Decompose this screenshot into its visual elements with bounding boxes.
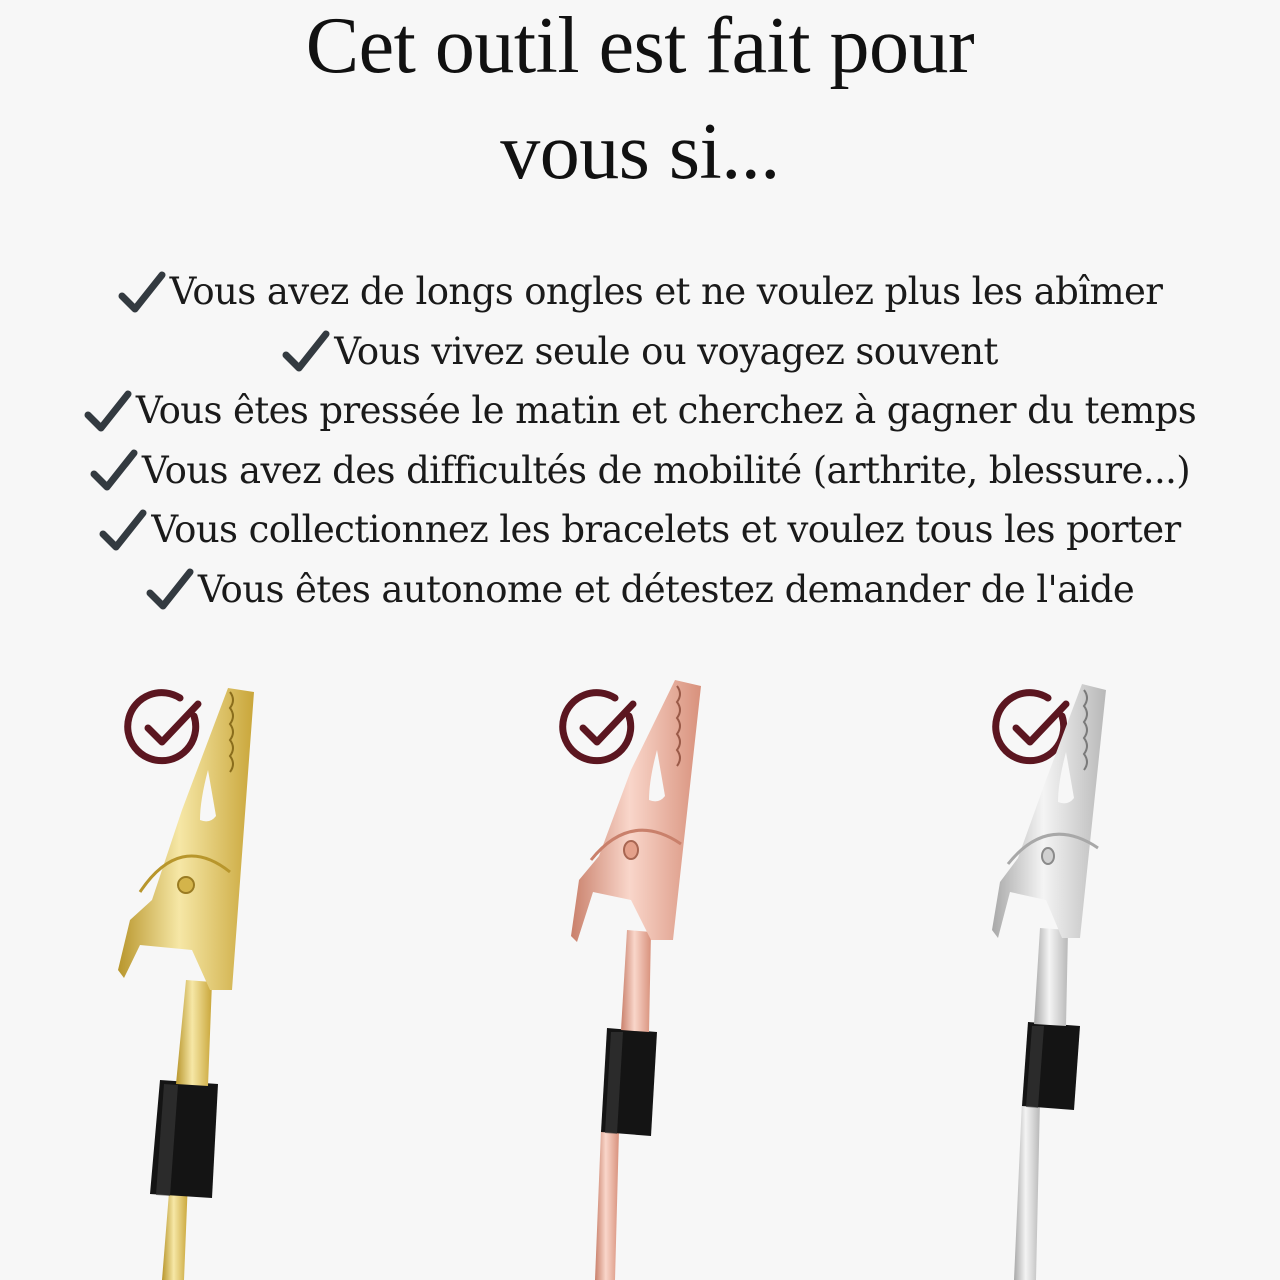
checklist-item bbox=[0, 560, 1280, 620]
title-line-2: vous si... bbox=[500, 108, 780, 196]
checklist-item bbox=[0, 322, 1280, 382]
silver-clip-image bbox=[968, 660, 1268, 1280]
check-icon bbox=[84, 389, 132, 433]
checklist-item-text: Vous êtes pressée le matin et cherchez à gagner du temps bbox=[135, 389, 1197, 433]
checklist-item-text: Vous avez des difficultés de mobilité (arthrite, blessure...) bbox=[141, 448, 1191, 492]
check-icon bbox=[90, 448, 138, 492]
check-icon bbox=[146, 567, 194, 611]
check-icon bbox=[99, 508, 147, 552]
checklist-item-text: Vous avez de longs ongles et ne voulez plus les abîmer bbox=[169, 270, 1163, 314]
rose-gold-clip-image bbox=[535, 660, 865, 1280]
check-icon bbox=[118, 270, 166, 314]
benefit-checklist bbox=[0, 262, 1280, 619]
product-gold-clip bbox=[100, 660, 430, 1280]
checklist-item bbox=[0, 441, 1280, 501]
check-icon bbox=[282, 329, 330, 373]
checklist-item bbox=[0, 262, 1280, 322]
title-line-1: Cet outil est fait pour bbox=[305, 2, 975, 90]
product-variants bbox=[0, 660, 1280, 1280]
checklist-item-text: Vous vivez seule ou voyagez souvent bbox=[334, 329, 998, 373]
checklist-item-text: Vous êtes autonome et détestez demander de l'aide bbox=[197, 567, 1135, 611]
checklist-item bbox=[0, 500, 1280, 560]
gold-clip-image bbox=[100, 660, 430, 1280]
product-silver-clip bbox=[968, 660, 1280, 1280]
product-rose-gold-clip bbox=[535, 660, 865, 1280]
page-title bbox=[0, 0, 1280, 204]
checklist-item bbox=[0, 381, 1280, 441]
checklist-item-text: Vous collectionnez les bracelets et voulez tous les porter bbox=[151, 508, 1181, 552]
